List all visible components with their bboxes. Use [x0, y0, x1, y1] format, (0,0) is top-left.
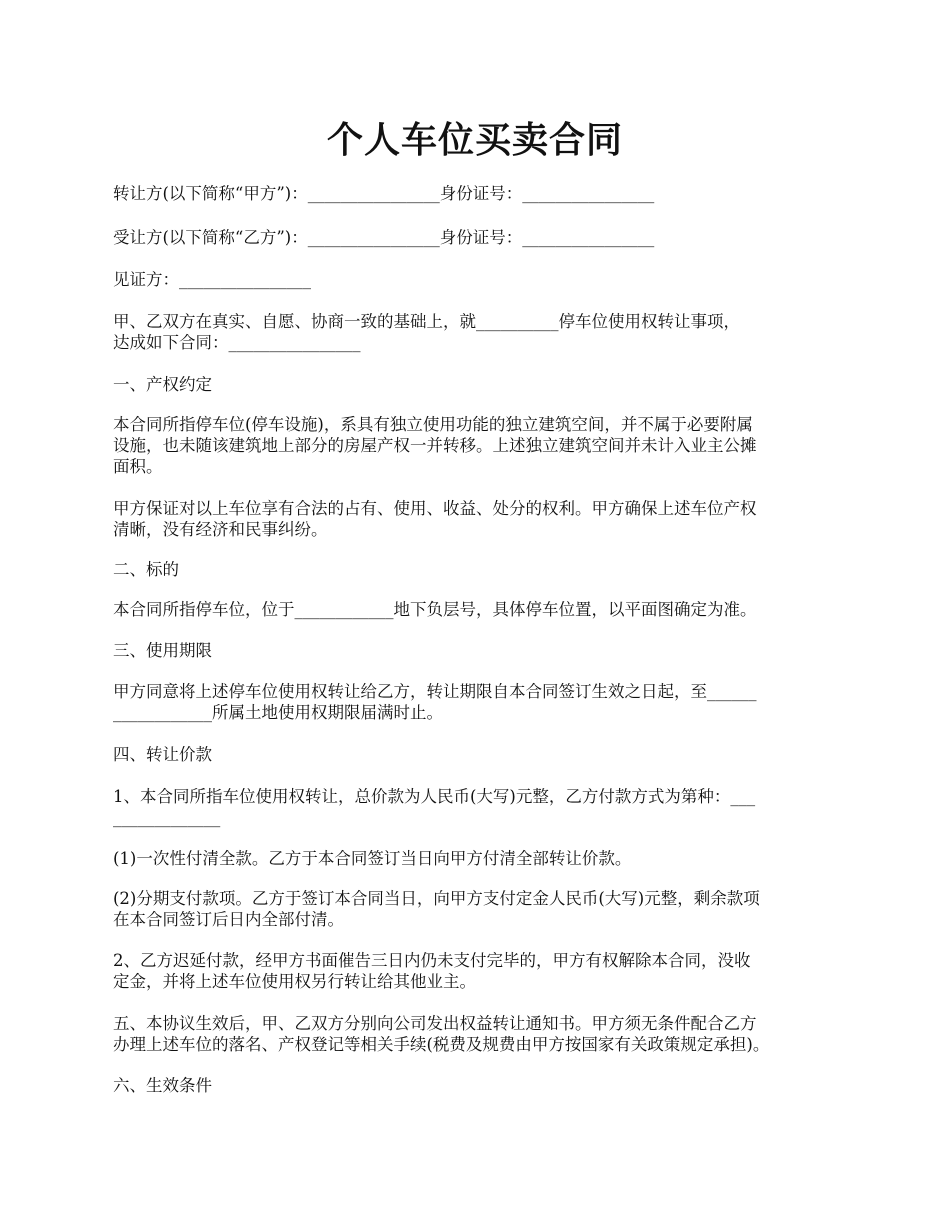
property-paragraph-2: 甲方保证对以上车位享有合法的占有、使用、收益、处分的权利。甲方确保上述车位产权 清晰，没有经济和民事纠纷。: [113, 499, 757, 539]
term-paragraph: 甲方同意将上述停车位使用权转让给乙方，转让期限自本合同签订生效之日起，至______ ____________所属土地使用权期限届满时止。: [113, 682, 757, 722]
page-title: 个人车位买卖合同: [326, 119, 623, 161]
property-paragraph-1: 本合同所指停车位(停车设施)，系具有独立使用功能的独立建筑空间，并不属于必要附属 设施，也未随该建筑地上部分的房屋产权一并转移。上述独立建筑空间并未计入业主公摊 面积。: [113, 415, 757, 476]
price-clause-2: 2、乙方迟延付款，经甲方书面催告三日内仍未支付完毕的，甲方有权解除本合同，没收 定金，并将上述车位使用权另行转让给其他业主。: [113, 951, 751, 991]
section-heading-price: 四、转让价款: [113, 745, 212, 764]
party-a-line: 转让方(以下简称“甲方”)：________________身份证号：________________: [113, 184, 655, 203]
section-heading-term: 三、使用期限: [113, 641, 212, 660]
price-option-2: (2)分期支付款项。乙方于签订本合同当日，向甲方支付定金人民币(大写)元整，剩余款项 在本合同签订后日内全部付清。: [113, 889, 760, 929]
section-five-paragraph: 五、本协议生效后，甲、乙双方分别向公司发出权益转让通知书。甲方须无条件配合乙方 办理上述车位的落名、产权登记等相关手续(税费及规费由甲方按国家有关政策规定承担)。: [113, 1014, 770, 1054]
section-heading-property: 一、产权约定: [113, 375, 212, 394]
witness-line: 见证方：________________: [113, 270, 311, 289]
price-option-1: (1)一次性付清全款。乙方于本合同签订当日向甲方付清全部转让价款。: [113, 849, 632, 868]
section-heading-effect: 六、生效条件: [113, 1076, 212, 1095]
subject-paragraph: 本合同所指停车位，位于____________地下负层号，具体停车位置，以平面图确定为准。: [113, 600, 757, 619]
price-clause-1: 1、本合同所指车位使用权转让，总价款为人民币(大写)元整，乙方付款方式为第种：___ _____________: [113, 787, 756, 827]
preamble-paragraph: 甲、乙双方在真实、自愿、协商一致的基础上，就__________停车位使用权转让事项， 达成如下合同：________________: [113, 312, 740, 352]
section-heading-subject: 二、标的: [113, 560, 179, 579]
party-b-line: 受让方(以下简称“乙方”)：________________身份证号：________________: [113, 228, 655, 247]
